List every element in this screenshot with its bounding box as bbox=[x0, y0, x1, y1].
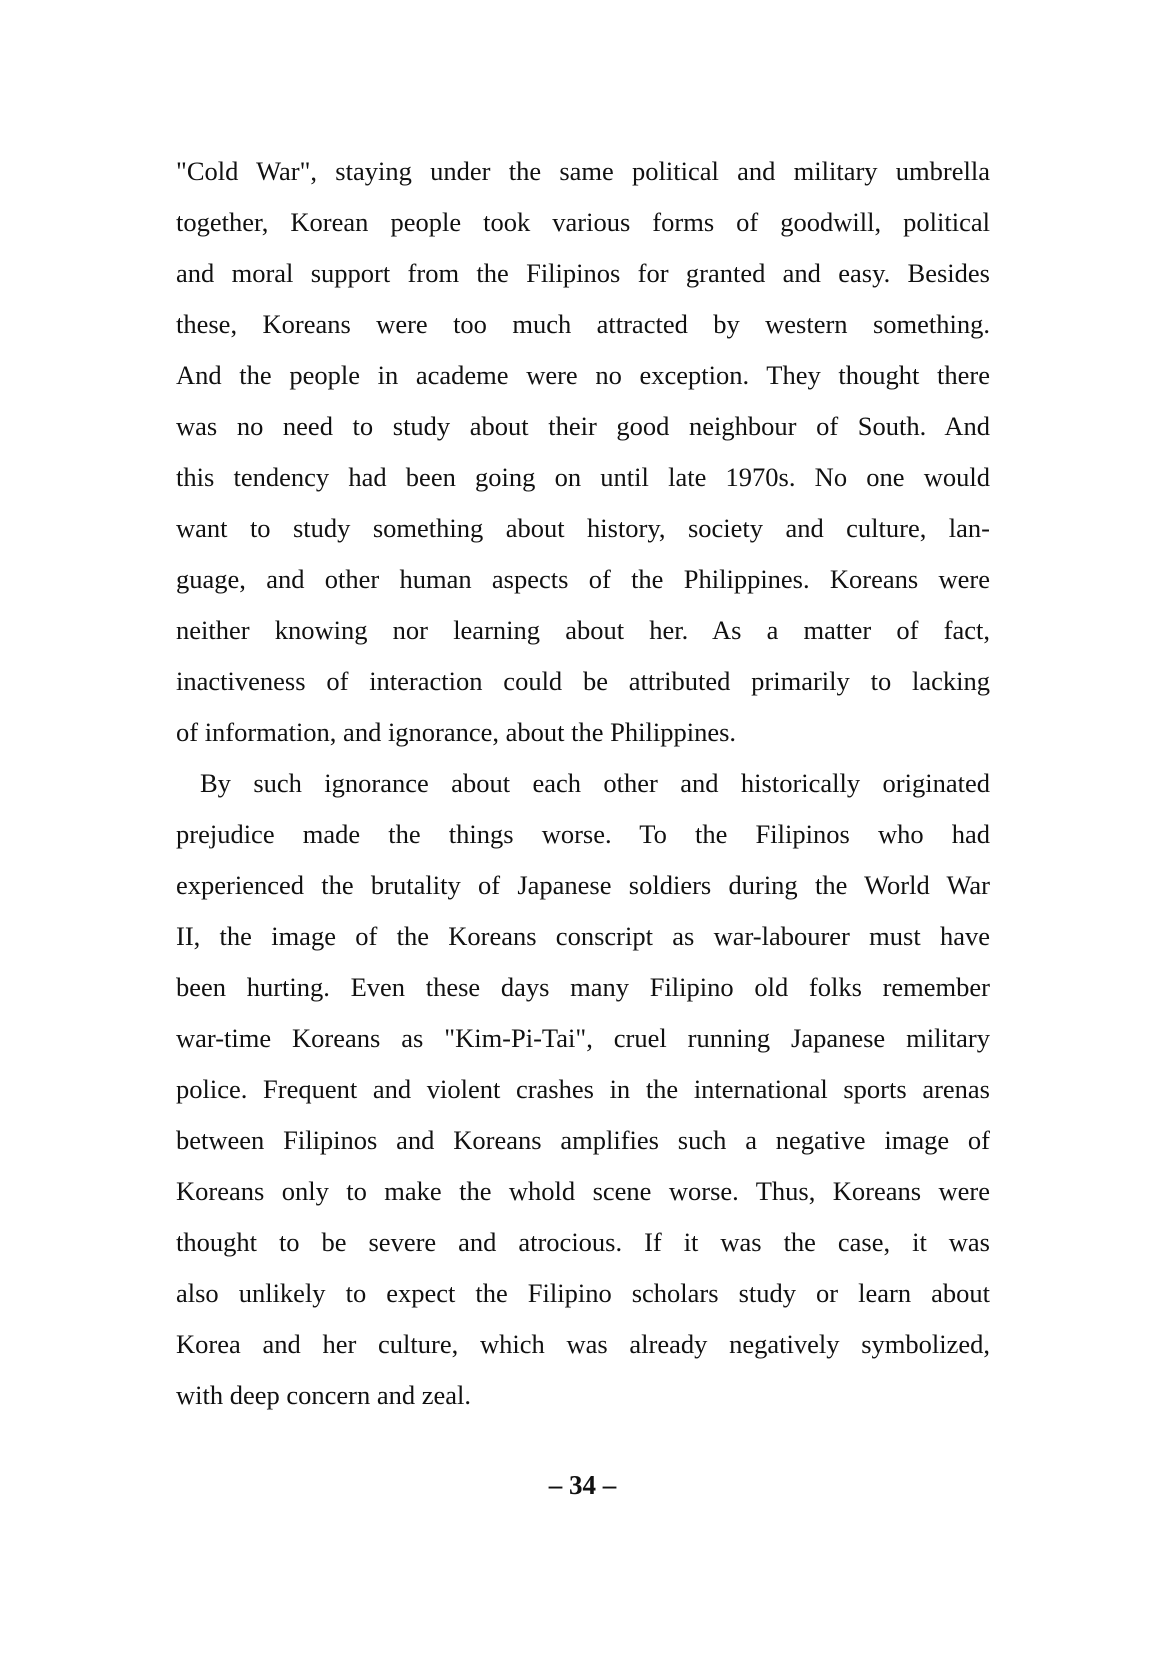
text-line: these, Koreans were too much attracted by western something. bbox=[176, 309, 990, 339]
text-line: want to study something about history, society and culture, lan- bbox=[176, 513, 990, 543]
paragraph-2 bbox=[176, 758, 990, 1421]
text-line: also unlikely to expect the Filipino scholars study or learn about bbox=[176, 1278, 990, 1308]
text-line: II, the image of the Koreans conscript as war-labourer must have bbox=[176, 921, 990, 951]
page-number: – 34 – bbox=[548, 1470, 617, 1500]
text-line: experienced the brutality of Japanese soldiers during the World War bbox=[176, 870, 990, 900]
text-line: between Filipinos and Koreans amplifies such a negative image of bbox=[176, 1125, 990, 1155]
text-line: war-time Koreans as "Kim-Pi-Tai", cruel running Japanese military bbox=[176, 1023, 990, 1053]
text-line: neither knowing nor learning about her. As a matter of fact, bbox=[176, 615, 990, 645]
text-line: prejudice made the things worse. To the Filipinos who had bbox=[176, 819, 990, 849]
body-text bbox=[176, 146, 990, 1421]
text-line: Koreans only to make the whold scene worse. Thus, Koreans were bbox=[176, 1176, 990, 1206]
text-line: been hurting. Even these days many Filipino old folks remember bbox=[176, 972, 990, 1002]
text-line: police. Frequent and violent crashes in the international sports arenas bbox=[176, 1074, 990, 1104]
text-line: this tendency had been going on until late 1970s. No one would bbox=[176, 462, 990, 492]
text-line: inactiveness of interaction could be attributed primarily to lacking bbox=[176, 666, 990, 696]
text-line: was no need to study about their good neighbour of South. And bbox=[176, 411, 990, 441]
text-line: Korea and her culture, which was already negatively symbolized, bbox=[176, 1329, 990, 1359]
paragraph-1 bbox=[176, 146, 990, 758]
text-line: And the people in academe were no exception. They thought there bbox=[176, 360, 990, 390]
text-line: with deep concern and zeal. bbox=[176, 1380, 472, 1410]
text-line: and moral support from the Filipinos for granted and easy. Besides bbox=[176, 258, 990, 288]
text-line: of information, and ignorance, about the Philippines. bbox=[176, 717, 737, 747]
text-line: thought to be severe and atrocious. If it was the case, it was bbox=[176, 1227, 990, 1257]
text-line: together, Korean people took various forms of goodwill, political bbox=[176, 207, 990, 237]
text-line: guage, and other human aspects of the Philippines. Koreans were bbox=[176, 564, 990, 594]
text-line: "Cold War", staying under the same political and military umbrella bbox=[176, 156, 990, 186]
text-line: By such ignorance about each other and historically originated bbox=[200, 768, 990, 798]
